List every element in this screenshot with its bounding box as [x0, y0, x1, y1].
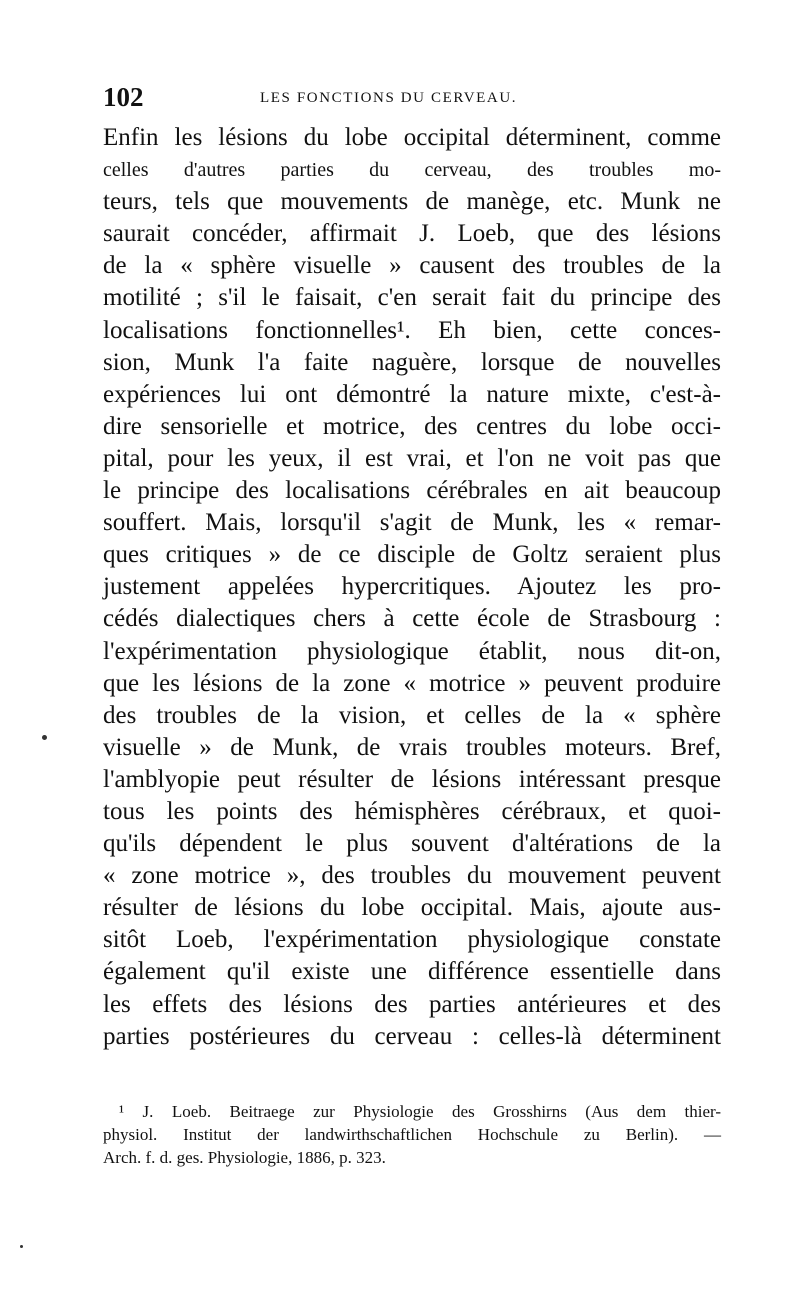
text-line: dire sensorielle et motrice, des centres du lobe occi-: [103, 412, 721, 440]
text-line: celles d'autres parties du cerveau, des troubles mo-: [103, 159, 721, 182]
text-line: souffert. Mais, lorsqu'il s'agit de Munk, les « remar-: [103, 509, 721, 537]
running-title: LES FONCTIONS DU CERVEAU.: [260, 90, 518, 106]
text-line: ques critiques » de ce disciple de Goltz seraient plus: [103, 541, 721, 569]
text-line: les effets des lésions des parties antérieures et des: [103, 990, 721, 1018]
text-line: de la « sphère visuelle » causent des troubles de la: [103, 252, 721, 280]
text-line: Enfin les lésions du lobe occipital déterminent, comme: [103, 124, 721, 151]
text-line: visuelle » de Munk, de vrais troubles moteurs. Bref,: [103, 733, 721, 761]
text-line: justement appelées hypercritiques. Ajoutez les pro-: [103, 573, 721, 601]
text-line: sion, Munk l'a faite naguère, lorsque de nouvelles: [103, 348, 721, 376]
margin-speck: [20, 1245, 23, 1248]
text-line: l'expérimentation physiologique établit, nous dit-on,: [103, 637, 721, 665]
text-line: « zone motrice », des troubles du mouvement peuvent: [103, 862, 721, 890]
text-line: localisations fonctionnelles¹. Eh bien, cette conces-: [103, 316, 721, 344]
text-line: résulter de lésions du lobe occipital. Mais, ajoute aus-: [103, 894, 721, 922]
text-line: pital, pour les yeux, il est vrai, et l'on ne voit pas que: [103, 444, 721, 472]
footnote-line: Arch. f. d. ges. Physiologie, 1886, p. 323.: [103, 1148, 386, 1167]
text-line: également qu'il existe une différence essentielle dans: [103, 958, 721, 986]
page-header: [103, 82, 718, 114]
text-line: parties postérieures du cerveau : celles-là déterminent: [103, 1022, 721, 1050]
text-line: des troubles de la vision, et celles de la « sphère: [103, 701, 721, 729]
footnote-line: ¹ J. Loeb. Beitraege zur Physiologie des Grosshirns (Aus dem thier-: [119, 1102, 721, 1121]
text-line: expériences lui ont démontré la nature mixte, c'est-à-: [103, 380, 721, 408]
text-line: sitôt Loeb, l'expérimentation physiologique constate: [103, 926, 721, 954]
margin-speck: [42, 735, 47, 740]
text-line: teurs, tels que mouvements de manège, etc. Munk ne: [103, 188, 721, 216]
text-line: motilité ; s'il le faisait, c'en serait fait du principe des: [103, 284, 721, 312]
text-line: l'amblyopie peut résulter de lésions intéressant presque: [103, 765, 721, 793]
body-text: [103, 122, 721, 1053]
text-line: que les lésions de la zone « motrice » peuvent produire: [103, 669, 721, 697]
text-line: qu'ils dépendent le plus souvent d'altérations de la: [103, 830, 721, 858]
page-number: 102: [103, 82, 144, 112]
text-line: cédés dialectiques chers à cette école de Strasbourg :: [103, 605, 721, 633]
text-line: saurait concéder, affirmait J. Loeb, que des lésions: [103, 220, 721, 248]
text-line: tous les points des hémisphères cérébraux, et quoi-: [103, 797, 721, 825]
footnote: [103, 1100, 721, 1169]
text-line: le principe des localisations cérébrales en ait beaucoup: [103, 477, 721, 505]
footnote-line: physiol. Institut der landwirthschaftlichen Hochschule zu Berlin). —: [103, 1125, 721, 1144]
